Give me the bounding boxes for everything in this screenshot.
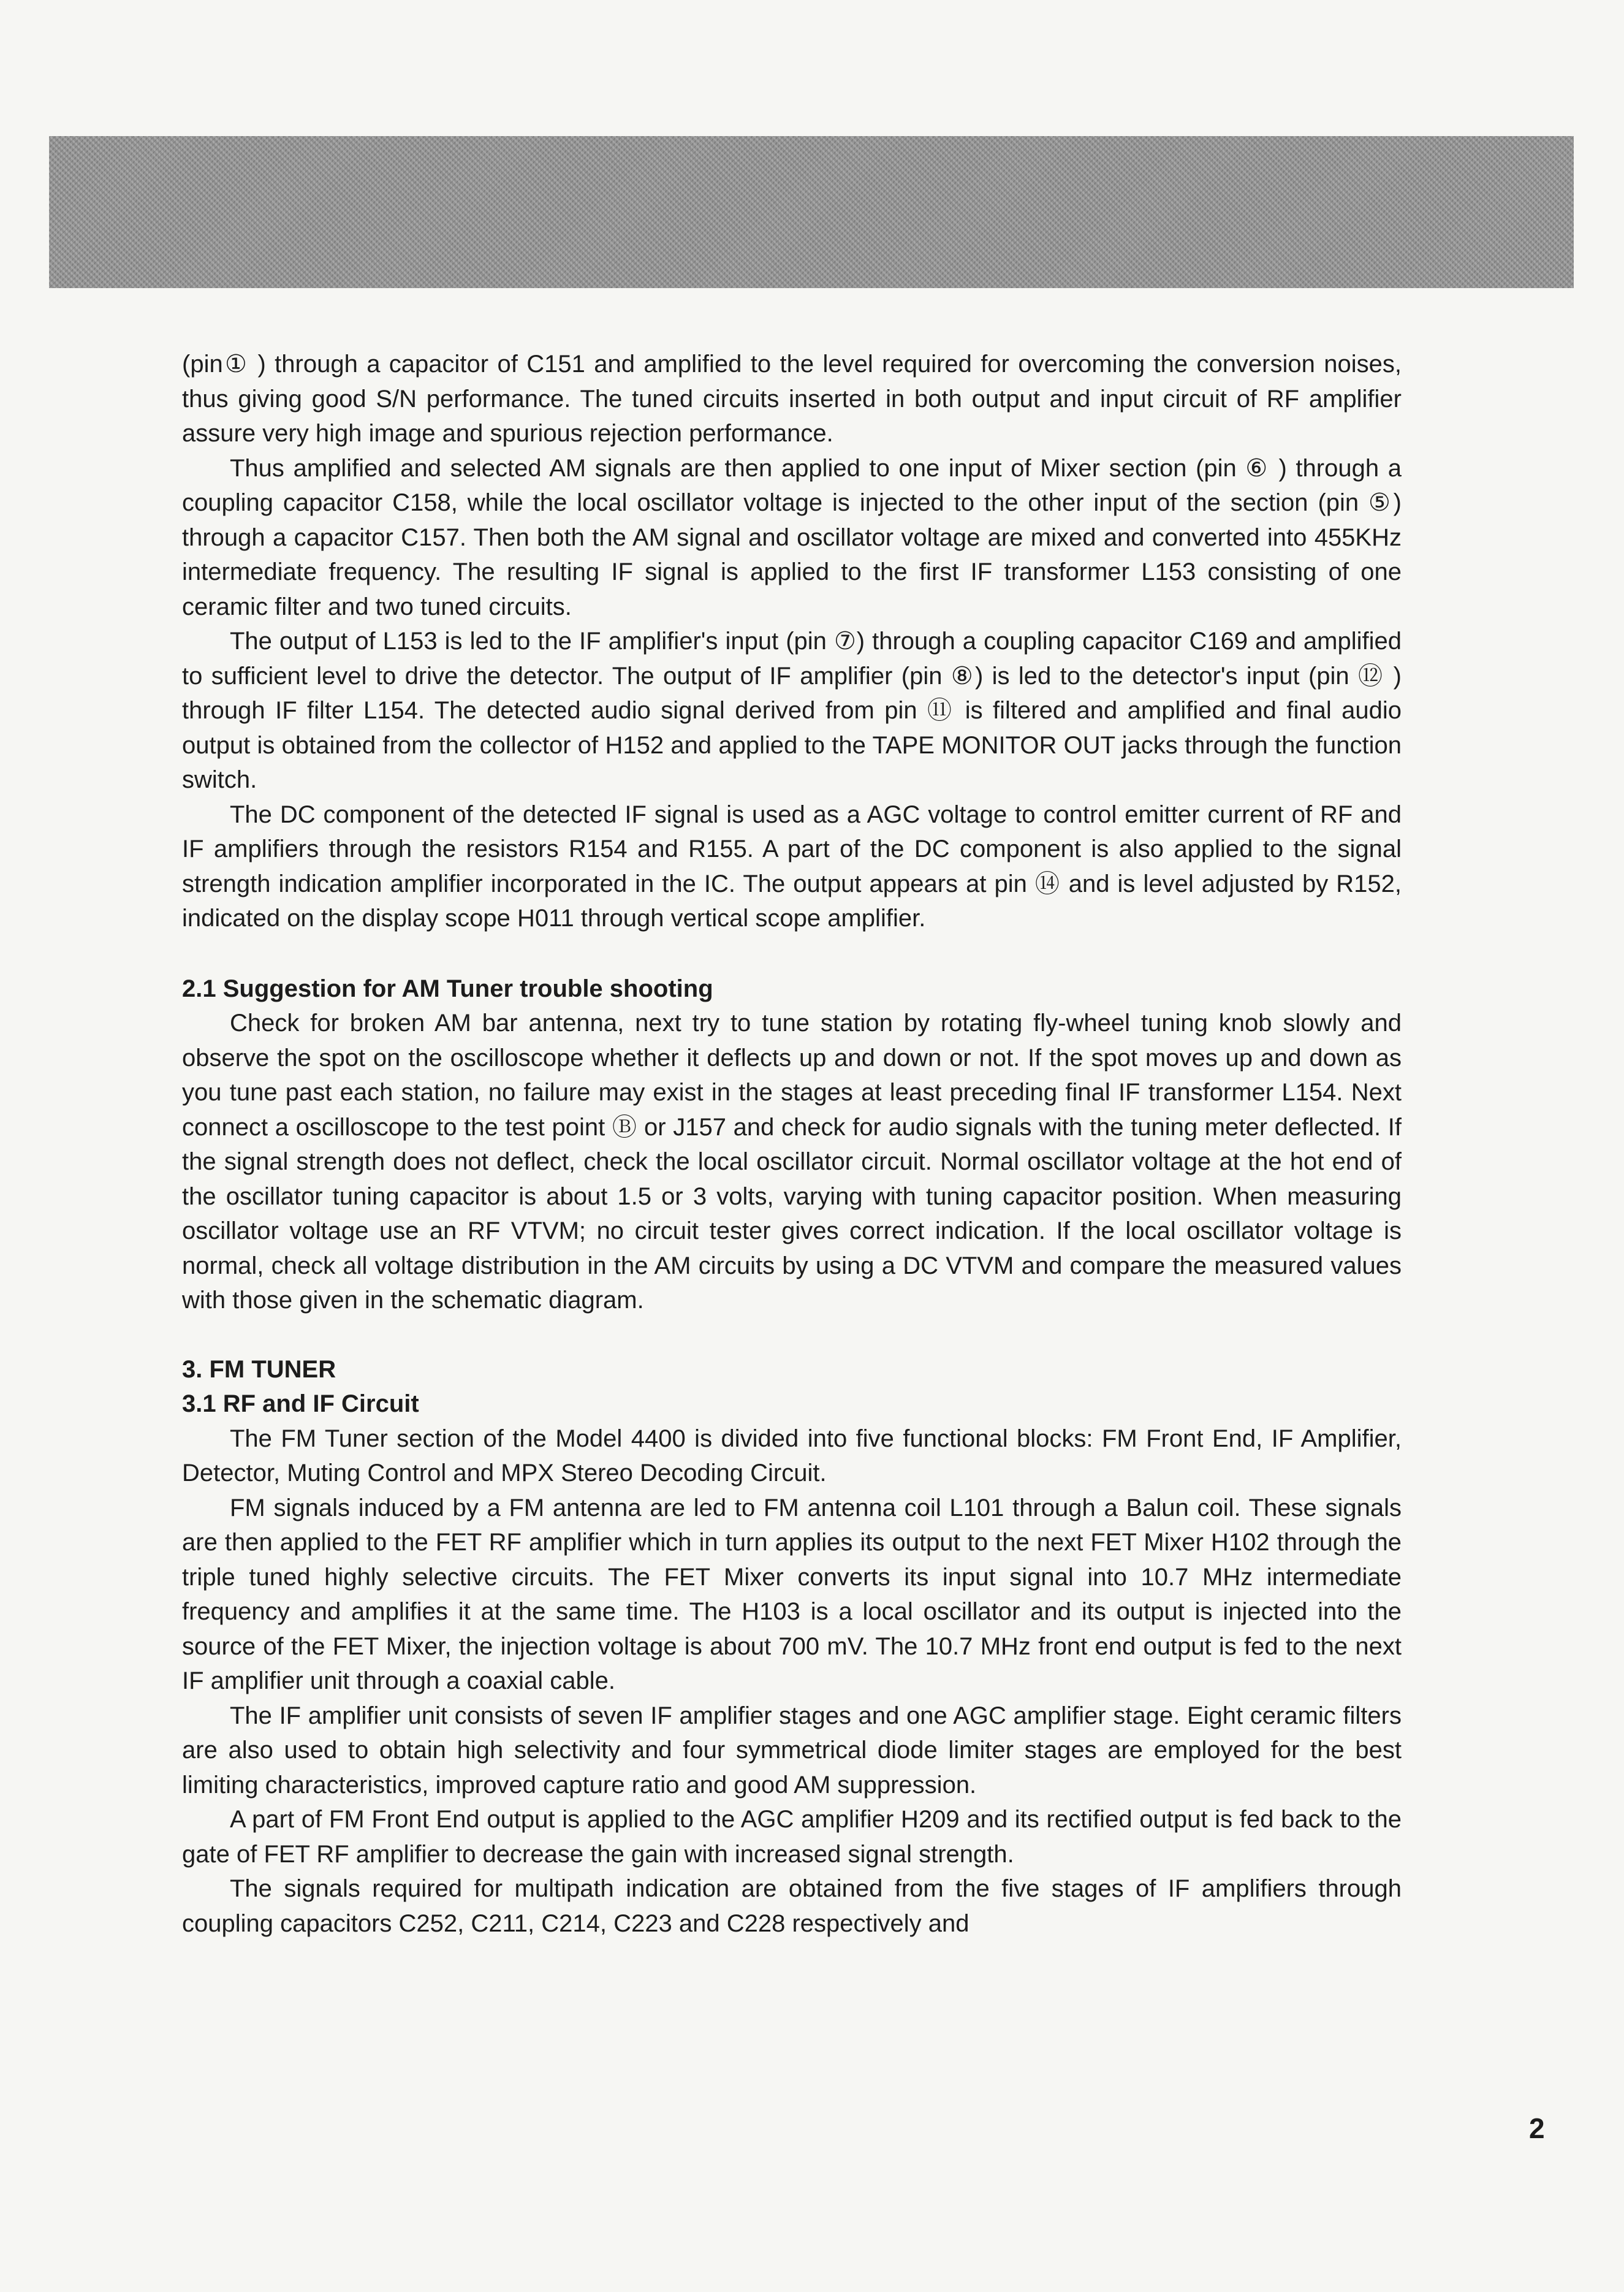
paragraph-fm-front-end: FM signals induced by a FM antenna are led to FM antenna coil L101 through a Balun coil. These signals are then applied to the FET RF amplifier which in turn applies its output to the next FET Mixer H102 through the triple tuned highly selective circuits. The FET Mixer converts its input signal into 10.7 MHz intermediate frequency and amplifies it at the same time. The H103 is a local oscillator and its output is injected into the source of the FET Mixer, the injection voltage is about 700 mV. The 10.7 MHz front end output is fed to the next IF amplifier unit through a coaxial cable. [182,1494,1402,1694]
section-heading-3: 3. FM TUNER [182,1355,336,1383]
page-number: 2 [1529,2112,1545,2144]
paragraph-fm-if-unit: The IF amplifier unit consists of seven IF amplifier stages and one AGC amplifier stage. Eight ceramic filters are also used to obtain high selectivity and four symmetrical diode limiter stages are employed for the best limiting characteristics, improved capture ratio and good AM suppression. [182,1702,1402,1799]
paragraph-am-rf-amplifier: (pin① ) through a capacitor of C151 and amplified to the level required for overcoming the conversion noises, thus giving good S/N performance. The tuned circuits inserted in both output and input circuit of RF amplifier assure very high image and spurious rejection performance. [182,351,1402,447]
paragraph-fm-multipath: The signals required for multipath indication are obtained from the five stages of IF amplifiers through coupling capacitors C252, C211, C214, C223 and C228 respectively and [182,1875,1402,1937]
section-heading-3-1: 3.1 RF and IF Circuit [182,1390,419,1417]
paragraph-fm-blocks: The FM Tuner section of the Model 4400 is divided into five functional blocks: FM Front End, IF Amplifier, Detector, Muting Control and MPX Stereo Decoding Circuit. [182,1425,1402,1487]
paragraph-am-if-amplifier: The output of L153 is led to the IF amplifier's input (pin ⑦) through a coupling capacitor C169 and amplified to sufficient level to drive the detector. The output of IF amplifier (pin ⑧) is led to the detector's input (pin ⑫ ) through IF filter L154. The detected audio signal derived from pin ⑪ is filtered and amplified and final audio output is obtained from the collector of H152 and applied to the TAPE MONITOR OUT jacks through the function switch. [182,628,1402,793]
section-heading-2-1: 2.1 Suggestion for AM Tuner trouble shooting [182,975,713,1002]
header-texture-band [49,136,1574,288]
paragraph-am-mixer: Thus amplified and selected AM signals are then applied to one input of Mixer section (pin ⑥ ) through a coupling capacitor C158, while the local oscillator voltage is injected to the other input of the section (pin ⑤) through a capacitor C157. Then both the AM signal and oscillator voltage are mixed and converted into 455KHz intermediate frequency. The resulting IF signal is applied to the first IF transformer L153 consisting of one ceramic filter and two tuned circuits. [182,454,1402,620]
paragraph-fm-agc: A part of FM Front End output is applied to the AGC amplifier H209 and its rectified output is fed back to the gate of FET RF amplifier to decrease the gain with increased signal strength. [182,1806,1402,1868]
paragraph-am-agc: The DC component of the detected IF signal is used as a AGC voltage to control emitter current of RF and IF amplifiers through the resistors R154 and R155. A part of the DC component is also applied to the signal strength indication amplifier incorporated in the IC. The output appears at pin ⑭ and is level adjusted by R152, indicated on the display scope H011 through vertical scope amplifier. [182,801,1402,932]
paragraph-am-troubleshooting: Check for broken AM bar antenna, next try to tune station by rotating fly-wheel tuning knob slowly and observe the spot on the oscilloscope whether it deflects up and down or not. If the spot moves up and down as you tune past each station, no failure may exist in the stages at least preceding final IF transformer L154. Next connect a oscilloscope to the test point Ⓑ or J157 and check for audio signals with the tuning meter deflected. If the signal strength does not deflect, check the local oscillator circuit. Normal oscillator voltage at the hot end of the oscillator tuning capacitor is about 1.5 or 3 volts, varying with tuning capacitor position. When measuring oscillator voltage use an RF VTVM; no circuit tester gives correct indication. If the local oscillator voltage is normal, check all voltage distribution in the AM circuits by using a DC VTVM and compare the measured values with those given in the schematic diagram. [182,1010,1402,1314]
document-body [182,347,1402,1941]
